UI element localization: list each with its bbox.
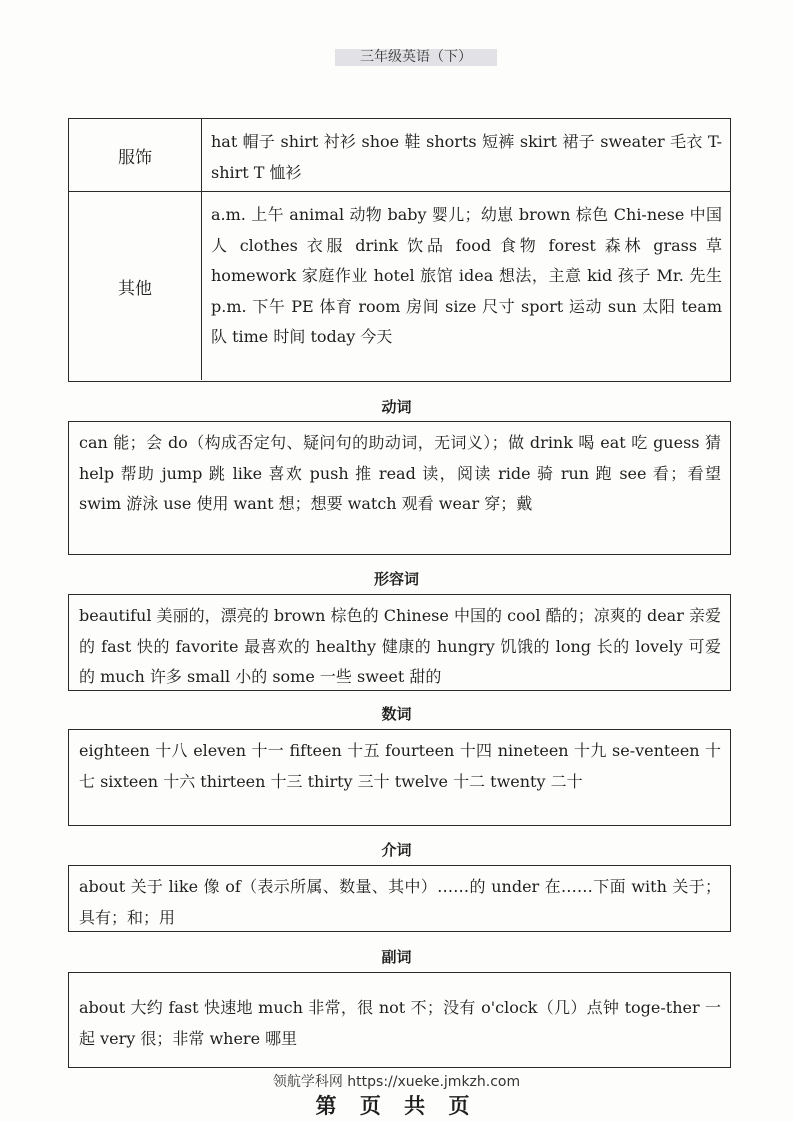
noun-table bbox=[68, 118, 731, 382]
section-title-numerals: 数词 bbox=[381, 705, 412, 723]
category-label: 其他 bbox=[69, 192, 202, 380]
footer-page-number: 第 页 共 页 bbox=[315, 1093, 478, 1118]
category-label: 服饰 bbox=[69, 119, 202, 191]
section-title-adverbs: 副词 bbox=[381, 948, 412, 966]
table-row bbox=[69, 192, 730, 380]
section-title-adjectives: 形容词 bbox=[373, 570, 419, 588]
section-title-verbs: 动词 bbox=[381, 398, 412, 416]
word-list: a.m. 上午 animal 动物 baby 婴儿；幼崽 brown 棕色 Chi-nese 中国人 clothes 衣服 drink 饮品 food 食物 forest 森林 grass 草 homework 家庭作业 hotel 旅馆 idea 想法，主意 kid 孩子 Mr. 先生 p.m. 下午 PE 体育 room 房间 size 尺寸 sport 运动 sun 太阳 team 队 time 时间 today 今天 bbox=[211, 205, 722, 346]
table-row bbox=[69, 119, 730, 192]
page-header: 三年级英语（下） bbox=[335, 49, 497, 66]
footer-url: 领航学科网 https://xueke.jmkzh.com bbox=[272, 1074, 521, 1090]
word-list: hat 帽子 shirt 衬衫 shoe 鞋 shorts 短裤 skirt 裙子 sweater 毛衣 T-shirt T 恤衫 bbox=[211, 132, 722, 182]
adverbs-box: about 大约 fast 快速地 much 非常，很 not 不；没有 o'clock（几）点钟 toge-ther 一起 very 很；非常 where 哪里 bbox=[68, 972, 731, 1068]
adjectives-box: beautiful 美丽的，漂亮的 brown 棕色的 Chinese 中国的 cool 酷的；凉爽的 dear 亲爱的 fast 快的 favorite 最喜欢的 healthy 健康的 hungry 饥饿的 long 长的 lovely 可爱的 much 许多 small 小的 some 一些 sweet 甜的 bbox=[68, 594, 731, 691]
section-title-prepositions: 介词 bbox=[381, 841, 412, 859]
prepositions-box: about 关于 like 像 of（表示所属、数量、其中）……的 under 在……下面 with 关于；具有；和；用 bbox=[68, 865, 731, 932]
verbs-box: can 能；会 do（构成否定句、疑问句的助动词，无词义）；做 drink 喝 eat 吃 guess 猜 help 帮助 jump 跳 like 喜欢 push 推 read 读，阅读 ride 骑 run 跑 see 看；看望 swim 游泳 use 使用 want 想；想要 watch 观看 wear 穿；戴 bbox=[68, 421, 731, 555]
numerals-box: eighteen 十八 eleven 十一 fifteen 十五 fourteen 十四 nineteen 十九 se-venteen 十七 sixteen 十六 thirteen 十三 thirty 三十 twelve 十二 twenty 二十 bbox=[68, 729, 731, 826]
